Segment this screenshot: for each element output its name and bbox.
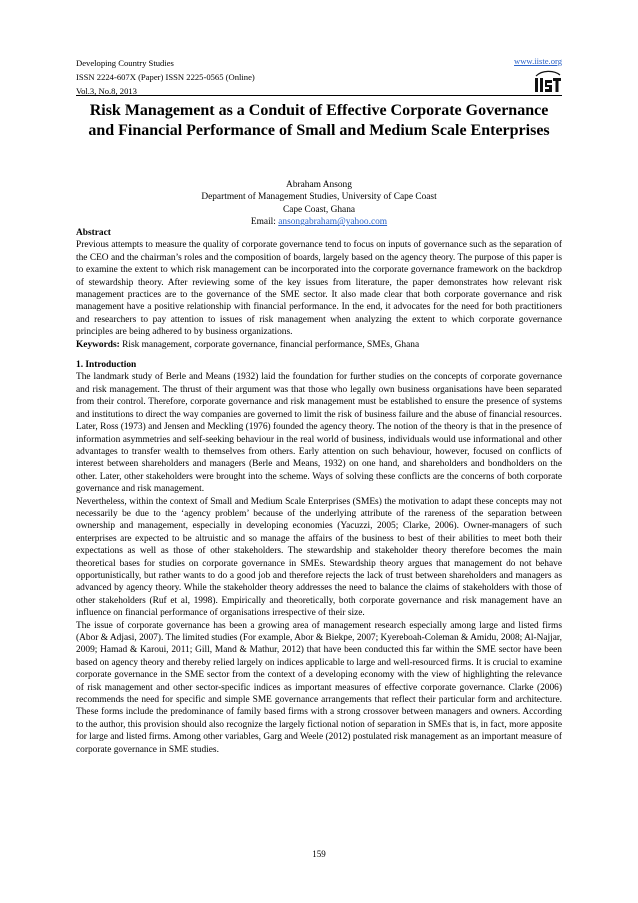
paper-body xyxy=(76,227,562,756)
volume-line: Vol.3, No.8, 2013 xyxy=(76,86,137,96)
section-heading: 1. Introduction xyxy=(76,360,137,371)
paragraph: The issue of corporate governance has been a growing area of management research especially among large and listed firms (Abor & Adjasi, 2007). The limited studies (For example, Abor & Biekpe, 2007; Kyereboah-Coleman & Amidu, 2008; Al-Najjar, 2009; Hamad & Karoui, 2011; Gill, Mand & Mathur, 2012) that have been conducted this far within the SME sector have been based on agency theory and thereby relied largely on indices applicable to large and well-resourced firms. It is crucial to examine corporate governance in the SME sector from the context of a developing economy with the view of highlighting the relevance of risk management and other sector-specific indices as important measures of effective corporate governance. Clarke (2006) recommends the need for specific and simple SME governance arrangements that reflect their particular form and architecture. These forms include the predominance of family based firms with a strong crossover between managers and owners. According to the author, this provision should also recognize the largely fictional notion of separation in SMEs that is, in fact, more apposite for large and listed firms. Among other variables, Garg and Weele (2012) postulated risk management as an important measure of corporate governance in SME studies. xyxy=(76,620,562,755)
header-rule xyxy=(76,95,562,96)
author-location: Cape Coast, Ghana xyxy=(282,204,356,215)
issn-line: ISSN 2224-607X (Paper) ISSN 2225-0565 (Online) xyxy=(76,72,255,82)
abstract-text: Previous attempts to measure the quality of corporate governance tend to focus on inputs of governance such as the separation of the CEO and the chairman’s roles and the composition of boards, largely based on the agency theory. The purpose of this paper is to examine the extent to which risk management can be incorporated into the corporate governance framework on the backdrop of stewardship theory. After reviewing some of the key issues from literature, the paper demonstrates how relevant risk management practices are to the governance of the SME sector. It also made clear that both corporate governance and risk management have a positive relationship with financial performance. In the end, it advocates for the need for both practitioners and researchers to pay attention to issues of risk management when analyzing the extent to which corporate governance principles are being adhered to by business organizations. xyxy=(76,240,562,338)
author-name: Abraham Ansong xyxy=(286,180,352,190)
abstract-heading: Abstract xyxy=(76,228,111,238)
paragraph: Nevertheless, within the context of Small and Medium Scale Enterprises (SMEs) the motivation to adapt these concepts may not necessarily be due to the ‘agency problem’ because of the underlying attribute of the rareness of the separation between ownership and management, especially in developing economies (Yacuzzi, 2005; Clarke, 2006). Owner-managers of such enterprises are expected to be altruistic and so manage the affairs of the business to best of their abilities to meet both their expectations as well as those of other stakeholders. The stewardship and stakeholder theory therefore becomes the main theoretical bases for studies on corporate governance in SMEs. Stewardship theory argues that management do not behave opportunistically, but rather wants to do a good job and therefore rejects the lack of trust between shareholders and managers as advanced by agency theory. While the stakeholder theory addresses the need to balance the claims of stakeholders with those of other stakeholders (Ruf et al, 1998). Empirically and theoretically, both corporate governance and risk management have an influence on financial performance of organisations irrespective of their size. xyxy=(76,496,562,619)
iiste-logo xyxy=(534,70,562,94)
paragraph: Later, Ross (1973) and Jensen and Meckling (1976) founded the agency theory. The notion of the theory is that in the presence of information asymmetries and self-seeking behaviour in the real world of business, individuals would use informational and other advantages to transfer wealth to themselves from others. Early attention on such behaviour, however, focused on conflicts of interest between shareholders and managers (Berle and Means, 1932) on one hand, and shareholders and bondholders on the other. Later, other stakeholders were brought into the scheme. Ways of solving these conflicts are the concerns of both corporate governance and risk management. xyxy=(76,422,562,495)
email-label: Email: xyxy=(250,217,279,228)
journal-url-link[interactable]: www.iiste.org xyxy=(514,56,562,66)
author-block xyxy=(76,179,562,229)
paragraph: The landmark study of Berle and Means (1932) laid the foundation for further studies on the concepts of corporate governance and risk management. The thrust of their argument was that those who legally own business organisations have been separated from their control. Therefore, corporate governance and risk management must be established to ensure the presence of systems and institutions to direct the way companies are governed to limit the risk of business failure and the abuse of financial resources. xyxy=(76,372,562,420)
keywords-label: Keywords: xyxy=(76,339,120,350)
keywords-text: Risk management, corporate governance, financial performance, SMEs, Ghana xyxy=(119,339,420,350)
author-affiliation: Department of Management Studies, University of Cape Coast xyxy=(201,192,437,203)
keywords-line xyxy=(76,339,562,351)
paper-title: Risk Management as a Conduit of Effective Corporate Governance and Financial Performance of Small and Medium Scale Enterprises xyxy=(88,102,550,139)
page-number: 159 xyxy=(312,849,326,859)
author-email-link[interactable]: ansongabraham@yahoo.com xyxy=(278,217,388,228)
journal-name: Developing Country Studies xyxy=(76,58,174,68)
